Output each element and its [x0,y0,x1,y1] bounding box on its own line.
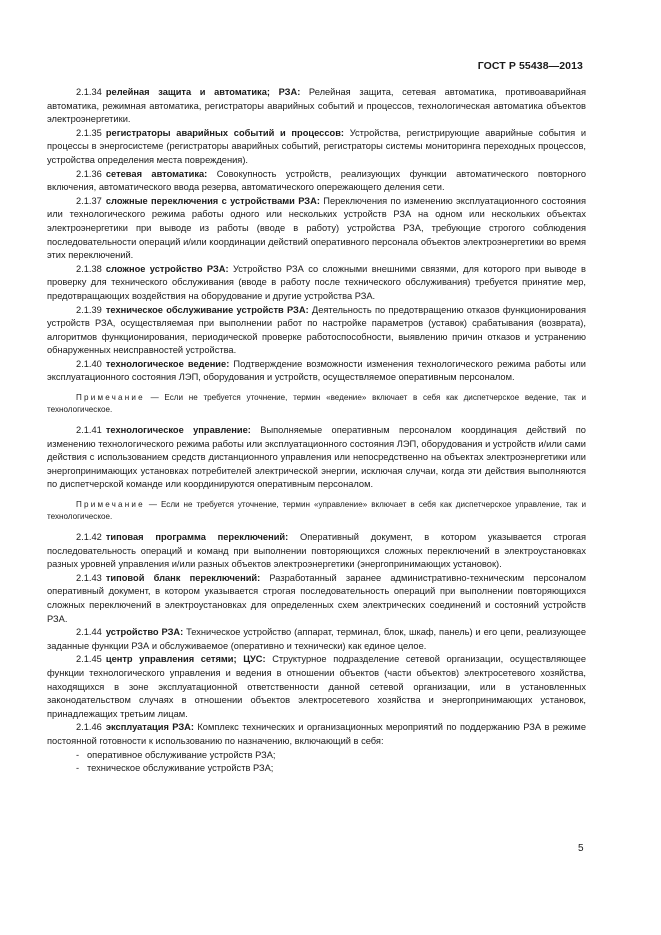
term: центр управления сетями; ЦУС: [105,654,266,665]
definition-text: Комплекс технических и организационных мероприятий по поддержанию РЗА в режиме постоянной готовности к использованию по назначению, включающий в себя: [47,722,586,746]
term: технологическое ведение: [105,358,230,369]
note [47,392,586,416]
definition-paragraph [47,263,586,304]
definition-text: Техническое устройство (аппарат, терминал, блок, шкаф, панель) и его цепи, реализующее заданные функции РЗА и обслуживаемое (оперативно и технически) как единое целое. [47,627,586,651]
clause-number: 2.1.35 [76,127,102,138]
term: сложные переключения с устройствами РЗА: [105,195,320,206]
definition-text: Оперативный документ, в котором указывается строгая последовательность операций и команд при выполнении повторяющихся сложных переключений в электроустановках разных уровней управления и/или разных объектов электроэнергетики (энергопринимающих установок). [47,532,586,570]
definition-paragraph [47,626,586,653]
definition-paragraph [47,168,586,195]
term: эксплуатация РЗА: [105,722,194,733]
note-label: Примечание [76,500,145,510]
definition-text: Структурное подразделение сетевой организации, осуществляющее функции технологического управления и ведения в отношении объектов (части объектов) электросетевого хозяйства, находящихся в зоне эксплуатационной ответственности данной сетевой организации, или в установленных законодательством случаях в отношении объектов электросетевого хозяйства и энергопринимающих установок, принадлежащих третьим лицам. [47,654,586,719]
list-marker: - [76,763,80,774]
list-item [47,749,586,763]
definition-text: Выполняемые оперативным персоналом координация действий по изменению технологического режима работы или эксплуатационного состояния ЛЭП, оборудования и устройств и/или сами действия с использованием средств дистанционного управления или непосредственно на объектах электроэнергетики или энергопринимающих установках потребителей электрической энергии, исключая случаи, когда эти действия выполняются по диспетчерской команде или координируются оперативным персоналом. [47,425,586,490]
definition-paragraph [47,721,586,748]
clause-number: 2.1.36 [76,168,102,179]
definition-paragraph [47,195,586,263]
term: релейная защита и автоматика; РЗА: [105,87,301,97]
definition-paragraph [47,531,586,572]
definition-text: Устройства, регистрирующие аварийные события и процессы в энергосистеме (регистраторы аварийных событий, регистраторы системы мониторинга переходных процессов, устройства определения места повреждения). [47,127,587,165]
term: сложное устройство РЗА: [105,263,229,274]
term: технологическое управление: [105,425,251,436]
term: типовая программа переключений: [105,532,289,543]
list-marker: - [76,749,80,760]
clause-number: 2.1.38 [76,263,102,274]
clause-number: 2.1.34 [76,87,102,97]
definition-text: Разработанный заранее административно-техническим персоналом оперативный документ, в котором указывается строгая последовательность операций при выполнении повторяющихся сложных переключений в электроустановках для определенных схем электрических соединений и состояний устройств РЗА. [47,572,586,624]
term: устройство РЗА: [105,627,184,638]
clause-number: 2.1.37 [76,195,102,206]
clause-number: 2.1.41 [76,425,102,436]
definition-paragraph [47,358,586,385]
list-item-text: оперативное обслуживание устройств РЗА; [87,749,276,760]
definition-text: Деятельность по предотвращению отказов функционирования устройств РЗА, осуществляемая при выполнении работ по настройке параметров (уставок) срабатывания (возврата), алгоритмов функционирования, периодической проверке работоспособности, выявлению причин отказов и устранению обнаруженных неисправностей устройства. [47,304,587,356]
clause-number: 2.1.39 [76,304,102,315]
term: типовой бланк переключений: [105,572,261,583]
term: сетевая автоматика: [105,168,208,179]
clause-number: 2.1.46 [76,722,102,733]
note [47,499,586,523]
note-text: — Если не требуется уточнение, термин «управление» включает в себя как диспетчерское управление, так и технологическое. [47,500,586,522]
definition-paragraph [47,127,586,168]
definition-text: Релейная защита, сетевая автоматика, противоаварийная автоматика, режимная автоматика, регистраторы аварийных событий и процессов, технологическая автоматика объектов электроэнергетики. [47,87,586,125]
definition-paragraph [47,424,586,492]
clause-number: 2.1.40 [76,358,102,369]
term: техническое обслуживание устройств РЗА: [105,304,309,315]
document-body [47,86,586,776]
clause-number: 2.1.43 [76,572,102,583]
clause-number: 2.1.44 [76,627,102,638]
definition-paragraph [47,304,586,358]
list-item-text: техническое обслуживание устройств РЗА; [87,763,274,774]
definition-paragraph [47,572,586,626]
definition-text: Совокупность устройств, реализующих функции автоматического повторного включения, автоматического ввода резерва, автоматического опережающего деления сети. [47,168,587,193]
note-text: — Если не требуется уточнение, термин «ведение» включает в себя как диспетчерское ведение, так и технологическое. [47,393,586,415]
definition-paragraph [47,86,586,127]
clause-number: 2.1.45 [76,654,102,665]
definition-text: Подтверждение возможности изменения технологического режима работы или эксплуатационного состояния ЛЭП, оборудования и устройств, осуществляемое оперативным персоналом. [47,358,586,383]
definition-text: Переключения по изменению эксплуатационного состояния или технологического режима работы одного или нескольких устройств РЗА на одном или нескольких объектах электроэнергетики при выводе из работы (вводе в работу) устройства РЗА, требующие строгого соблюдения последовательности операций и/или координации действий оперативного персонала объектов электроэнергетики во время этих переключений. [47,195,586,261]
clause-number: 2.1.42 [76,532,102,543]
note-label: Примечание [76,393,145,403]
page-number: 5 [578,843,584,854]
document-header: ГОСТ Р 55438—2013 [477,60,583,72]
list-item [47,762,586,776]
definition-paragraph [47,653,586,721]
definition-text: Устройство РЗА со сложными внешними связями, для которого при выводе в проверку для технического обслуживания (вводе в работу после технического обслуживания) требуется принятие мер, предотвращающих воздействия на оборудование и другие устройства РЗА. [47,263,586,301]
term: регистраторы аварийных событий и процессов: [105,127,345,138]
bullet-list [47,749,586,776]
